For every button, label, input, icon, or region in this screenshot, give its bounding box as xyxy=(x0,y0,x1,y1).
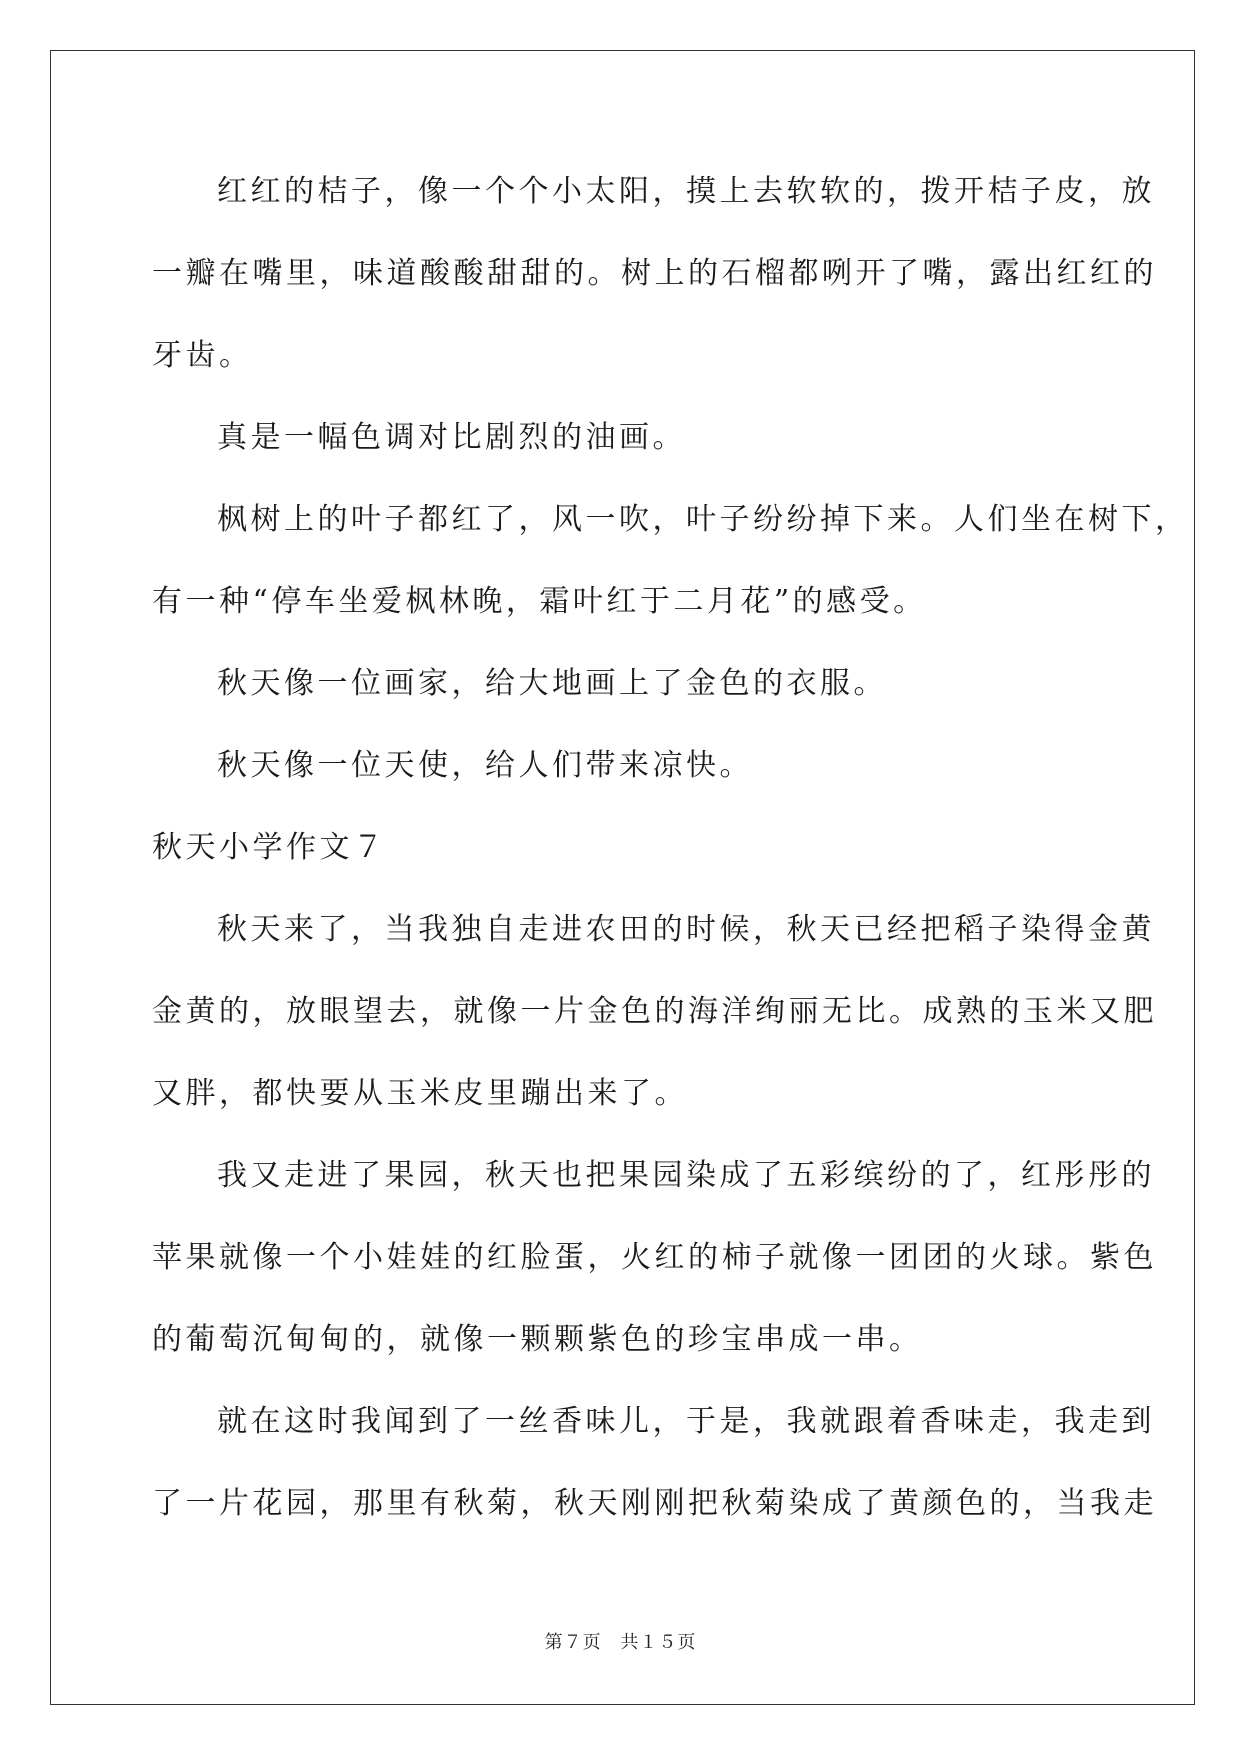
text-line: 一瓣在嘴里，味道酸酸甜甜的。树上的石榴都咧开了嘴，露出红红的 xyxy=(152,256,1157,291)
text-line: 真是一幅色调对比剧烈的油画。 xyxy=(217,420,686,455)
text-line: 红红的桔子，像一个个小太阳，摸上去软软的，拨开桔子皮，放 xyxy=(217,174,1155,209)
text-line: 金黄的，放眼望去，就像一片金色的海洋绚丽无比。成熟的玉米又肥 xyxy=(152,994,1157,1029)
page-total: 共１５页 xyxy=(620,1632,697,1653)
text-line: 枫树上的叶子都红了，风一吹，叶子纷纷掉下来。人们坐在树下， xyxy=(217,502,1189,537)
text-line: 的葡萄沉甸甸的，就像一颗颗紫色的珍宝串成一串。 xyxy=(152,1322,923,1357)
page-footer xyxy=(0,1628,1241,1654)
text-line: 又胖，都快要从玉米皮里蹦出来了。 xyxy=(152,1076,688,1111)
text-line: 我又走进了果园，秋天也把果园染成了五彩缤纷的了，红彤彤的 xyxy=(217,1158,1155,1193)
text-line: 秋天来了，当我独自走进农田的时候，秋天已经把稻子染得金黄 xyxy=(217,912,1155,947)
text-line: 了一片花园，那里有秋菊，秋天刚刚把秋菊染成了黄颜色的，当我走 xyxy=(152,1486,1157,1521)
text-line: 苹果就像一个小娃娃的红脸蛋，火红的柿子就像一团团的火球。紫色 xyxy=(152,1240,1157,1275)
text-line: 牙齿。 xyxy=(152,338,253,373)
text-line: 有一种“停车坐爱枫林晚，霜叶红于二月花”的感受。 xyxy=(152,584,927,619)
text-line: 秋天像一位画家，给大地画上了金色的衣服。 xyxy=(217,666,887,701)
section-heading: 秋天小学作文７ xyxy=(152,830,387,865)
text-line: 就在这时我闻到了一丝香味儿，于是，我就跟着香味走，我走到 xyxy=(217,1404,1155,1439)
text-line: 秋天像一位天使，给人们带来凉快。 xyxy=(217,748,753,783)
page-current: 第７页 xyxy=(544,1632,602,1653)
page-border xyxy=(50,50,1195,1705)
